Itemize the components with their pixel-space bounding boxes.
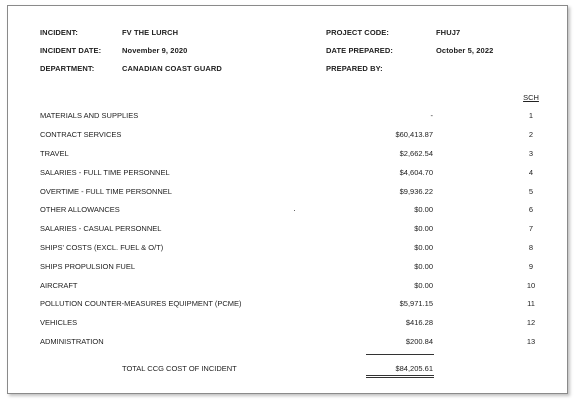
line-item-sch: 13 bbox=[526, 337, 536, 346]
line-item-label: POLLUTION COUNTER-MEASURES EQUIPMENT (PCME) bbox=[40, 299, 242, 308]
line-item-amount: $2,662.54 bbox=[399, 149, 433, 158]
line-item-sch: 5 bbox=[528, 187, 534, 196]
line-item-sch: 1 bbox=[528, 111, 534, 120]
total-amount: $84,205.61 bbox=[395, 364, 433, 373]
prepared-by-label: PREPARED BY: bbox=[326, 64, 383, 73]
stray-mark bbox=[294, 210, 295, 211]
line-item-amount: $9,936.22 bbox=[399, 187, 433, 196]
line-item-sch: 6 bbox=[528, 205, 534, 214]
line-item-amount: $5,971.15 bbox=[399, 299, 433, 308]
total-rule-top bbox=[366, 354, 434, 355]
line-item-amount: $0.00 bbox=[414, 281, 433, 290]
line-item-label: AIRCRAFT bbox=[40, 281, 78, 290]
line-item-sch: 2 bbox=[528, 130, 534, 139]
line-item-amount: $416.28 bbox=[405, 318, 433, 327]
line-item-amount: $0.00 bbox=[414, 205, 433, 214]
line-item-label: MATERIALS AND SUPPLIES bbox=[40, 111, 139, 120]
incident-value: FV THE LURCH bbox=[122, 28, 179, 37]
line-item-sch: 3 bbox=[528, 149, 534, 158]
line-item-label: SHIPS PROPULSION FUEL bbox=[40, 262, 136, 271]
incident-label: INCIDENT: bbox=[40, 28, 78, 37]
line-item-label: ADMINISTRATION bbox=[40, 337, 104, 346]
total-rule-double-2 bbox=[366, 377, 434, 378]
line-item-label: OTHER ALLOWANCES bbox=[40, 205, 120, 214]
line-item-sch: 9 bbox=[528, 262, 534, 271]
cost-summary-sheet bbox=[7, 5, 568, 394]
line-item-sch: 8 bbox=[528, 243, 534, 252]
date-prepared-value: October 5, 2022 bbox=[436, 46, 494, 55]
line-item-sch: 12 bbox=[526, 318, 536, 327]
line-item-label: SALARIES - FULL TIME PERSONNEL bbox=[40, 168, 170, 177]
line-item-label: OVERTIME - FULL TIME PERSONNEL bbox=[40, 187, 172, 196]
total-label: TOTAL CCG COST OF INCIDENT bbox=[122, 364, 237, 373]
line-item-label: VEHICLES bbox=[40, 318, 78, 327]
project-code-label: PROJECT CODE: bbox=[326, 28, 389, 37]
line-item-amount: - bbox=[430, 111, 433, 120]
sch-column-header: SCH bbox=[523, 93, 539, 102]
line-item-sch: 10 bbox=[526, 281, 536, 290]
project-code-value: FHUJ7 bbox=[436, 28, 461, 37]
line-item-amount: $60,413.87 bbox=[395, 130, 433, 139]
line-item-sch: 7 bbox=[528, 224, 534, 233]
line-item-label: SHIPS' COSTS (EXCL. FUEL & O/T) bbox=[40, 243, 164, 252]
line-item-amount: $0.00 bbox=[414, 224, 433, 233]
line-item-amount: $0.00 bbox=[414, 243, 433, 252]
line-item-sch: 11 bbox=[527, 299, 535, 308]
line-item-label: SALARIES - CASUAL PERSONNEL bbox=[40, 224, 162, 233]
total-rule-double-1 bbox=[366, 375, 434, 376]
line-item-sch: 4 bbox=[528, 168, 534, 177]
incident-date-value: November 9, 2020 bbox=[122, 46, 188, 55]
date-prepared-label: DATE PREPARED: bbox=[326, 46, 393, 55]
department-value: CANADIAN COAST GUARD bbox=[122, 64, 222, 73]
line-item-label: TRAVEL bbox=[40, 149, 69, 158]
line-item-amount: $200.84 bbox=[405, 337, 433, 346]
incident-date-label: INCIDENT DATE: bbox=[40, 46, 102, 55]
department-label: DEPARTMENT: bbox=[40, 64, 95, 73]
line-item-label: CONTRACT SERVICES bbox=[40, 130, 122, 139]
line-item-amount: $0.00 bbox=[414, 262, 433, 271]
line-item-amount: $4,604.70 bbox=[399, 168, 433, 177]
